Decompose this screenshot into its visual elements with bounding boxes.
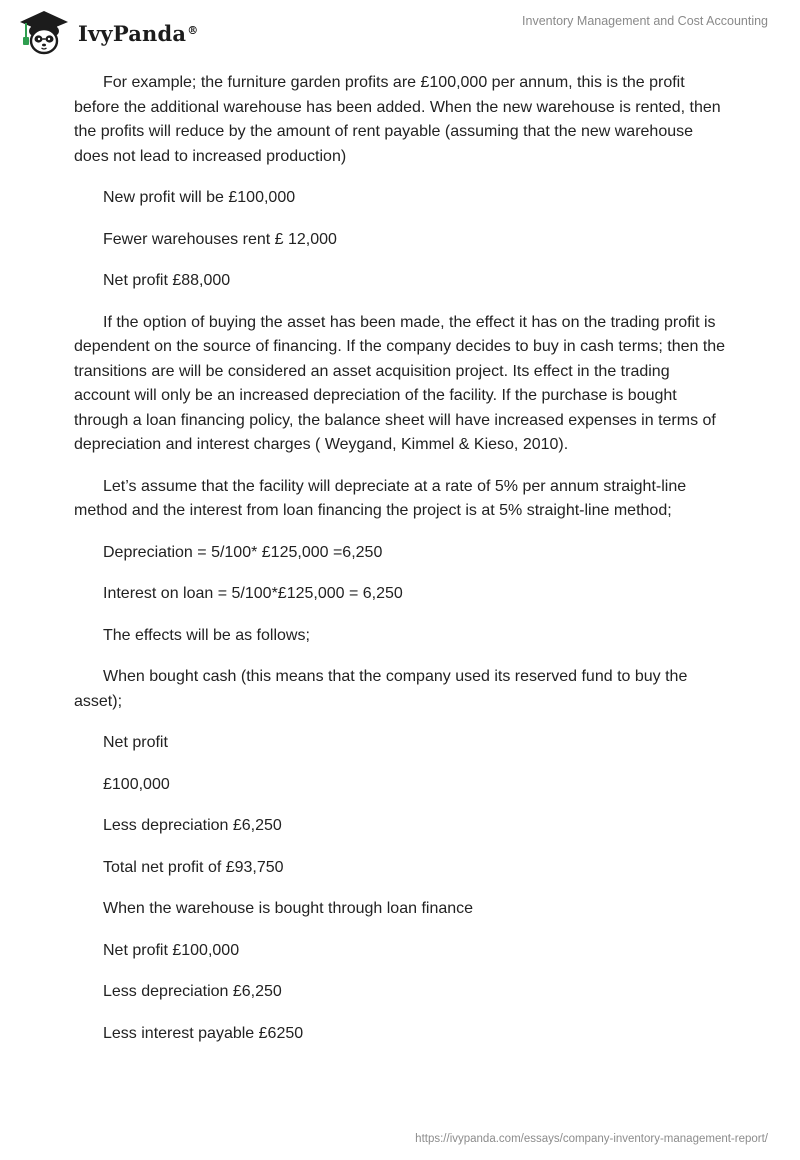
paragraph: If the option of buying the asset has been made, the effect it has on the trading profit is dependent on the source of financing. If the company decides to buy in cash terms; then the transitions are will be considered an asset acquisition project. Its effect in the trading account will only be an increased depreciation of the facility. If the purchase is bought through a loan financing policy, the balance sheet will have increased expenses in terms of depreciation and interest charges ( Weygand, Kimmel & Kieso, 2010). <box>74 313 726 453</box>
paragraph: Net profit <box>103 734 168 751</box>
paragraph: Interest on loan = 5/100*£125,000 = 6,250 <box>103 585 403 602</box>
document-title: Inventory Management and Cost Accounting <box>522 14 768 28</box>
paragraph: Less depreciation £6,250 <box>103 817 282 834</box>
paragraph: £100,000 <box>103 775 170 793</box>
paragraph: When bought cash (this means that the company used its reserved fund to buy the asset); <box>74 668 688 710</box>
registered-mark: ® <box>187 23 199 37</box>
paragraph: Depreciation = 5/100* £125,000 =6,250 <box>103 543 383 561</box>
paragraph: Less depreciation £6,250 <box>103 983 282 1000</box>
paragraph: Less interest payable £6250 <box>103 1024 304 1042</box>
paragraph: Net profit £100,000 <box>103 941 240 959</box>
paragraph: New profit will be £100,000 <box>103 189 296 206</box>
paragraph: For example; the furniture garden profits are £100,000 per annum, this is the profit before the additional warehouse has been added. When the new warehouse is rented, then the profits will reduce by the amount of rent payable (assuming that the new warehouse does not lead to increased production) <box>74 74 721 165</box>
brand-name: IvyPanda® <box>78 20 199 46</box>
paragraph: The effects will be as follows; <box>103 626 310 644</box>
panda-graduate-icon <box>14 8 74 56</box>
paragraph: Let’s assume that the facility will depreciate at a rate of 5% per annum straight-line method and the interest from loan financing the project is at 5% straight-line method; <box>74 477 687 519</box>
page-header <box>0 0 800 70</box>
ivypanda-logo[interactable] <box>14 8 198 56</box>
paragraph: Net profit £88,000 <box>103 272 231 289</box>
paragraph: Total net profit of £93,750 <box>103 858 284 876</box>
source-url[interactable]: https://ivypanda.com/essays/company-inventory-management-report/ <box>415 1133 768 1145</box>
paragraph: When the warehouse is bought through loan finance <box>103 900 474 917</box>
essay-body <box>74 71 728 1063</box>
paragraph: Fewer warehouses rent £ 12,000 <box>103 230 337 248</box>
